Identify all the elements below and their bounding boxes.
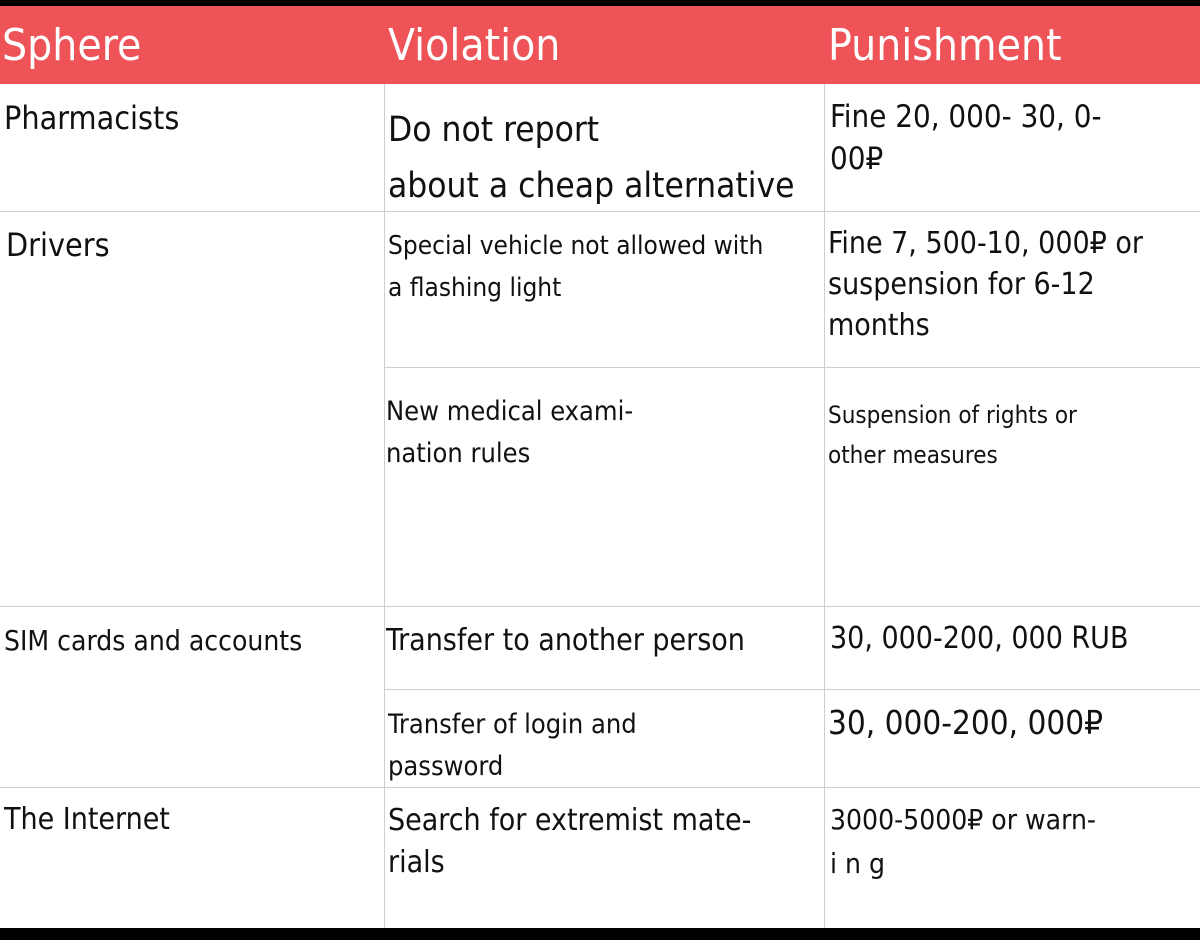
punishment-transfer-person: 30, 000-200, 000 RUB: [830, 621, 1129, 656]
sphere-drivers: Drivers: [6, 226, 110, 264]
violation-login-password: Transfer of login and password: [388, 709, 637, 782]
punishment-login-password: 30, 000-200, 000₽: [828, 703, 1104, 742]
row-divider-2: [384, 367, 1200, 368]
header-sphere: Sphere: [2, 20, 142, 71]
sphere-sim-cards: SIM cards and accounts: [4, 624, 303, 657]
punishment-medical-examination: Suspension of rights or other measures: [828, 401, 1077, 469]
punishment-pharmacists: Fine 20, 000- 30, 0- 00₽: [830, 99, 1102, 177]
row-divider-3: [0, 606, 1200, 607]
penalties-table: [0, 6, 1200, 928]
row-divider-4: [384, 689, 1200, 690]
header-violation: Violation: [388, 20, 561, 71]
violation-flashing-light: Special vehicle not allowed with a flashing light: [388, 231, 764, 303]
violation-cheap-alternative: Do not report about a cheap alternative: [388, 110, 795, 206]
violation-transfer-person: Transfer to another person: [386, 623, 745, 658]
violation-medical-examination: New medical exami- nation rules: [386, 396, 634, 469]
violation-extremist-materials: Search for extremist mate- rials: [388, 803, 752, 880]
punishment-flashing-light: Fine 7, 500-10, 000₽ or suspension for 6-12 months: [828, 226, 1143, 343]
sphere-pharmacists: Pharmacists: [4, 99, 180, 137]
table-header-row: [0, 6, 1200, 84]
sphere-internet: The Internet: [4, 802, 170, 837]
header-punishment: Punishment: [828, 20, 1062, 71]
punishment-internet: 3000-5000₽ or warn- i n g: [830, 803, 1097, 880]
